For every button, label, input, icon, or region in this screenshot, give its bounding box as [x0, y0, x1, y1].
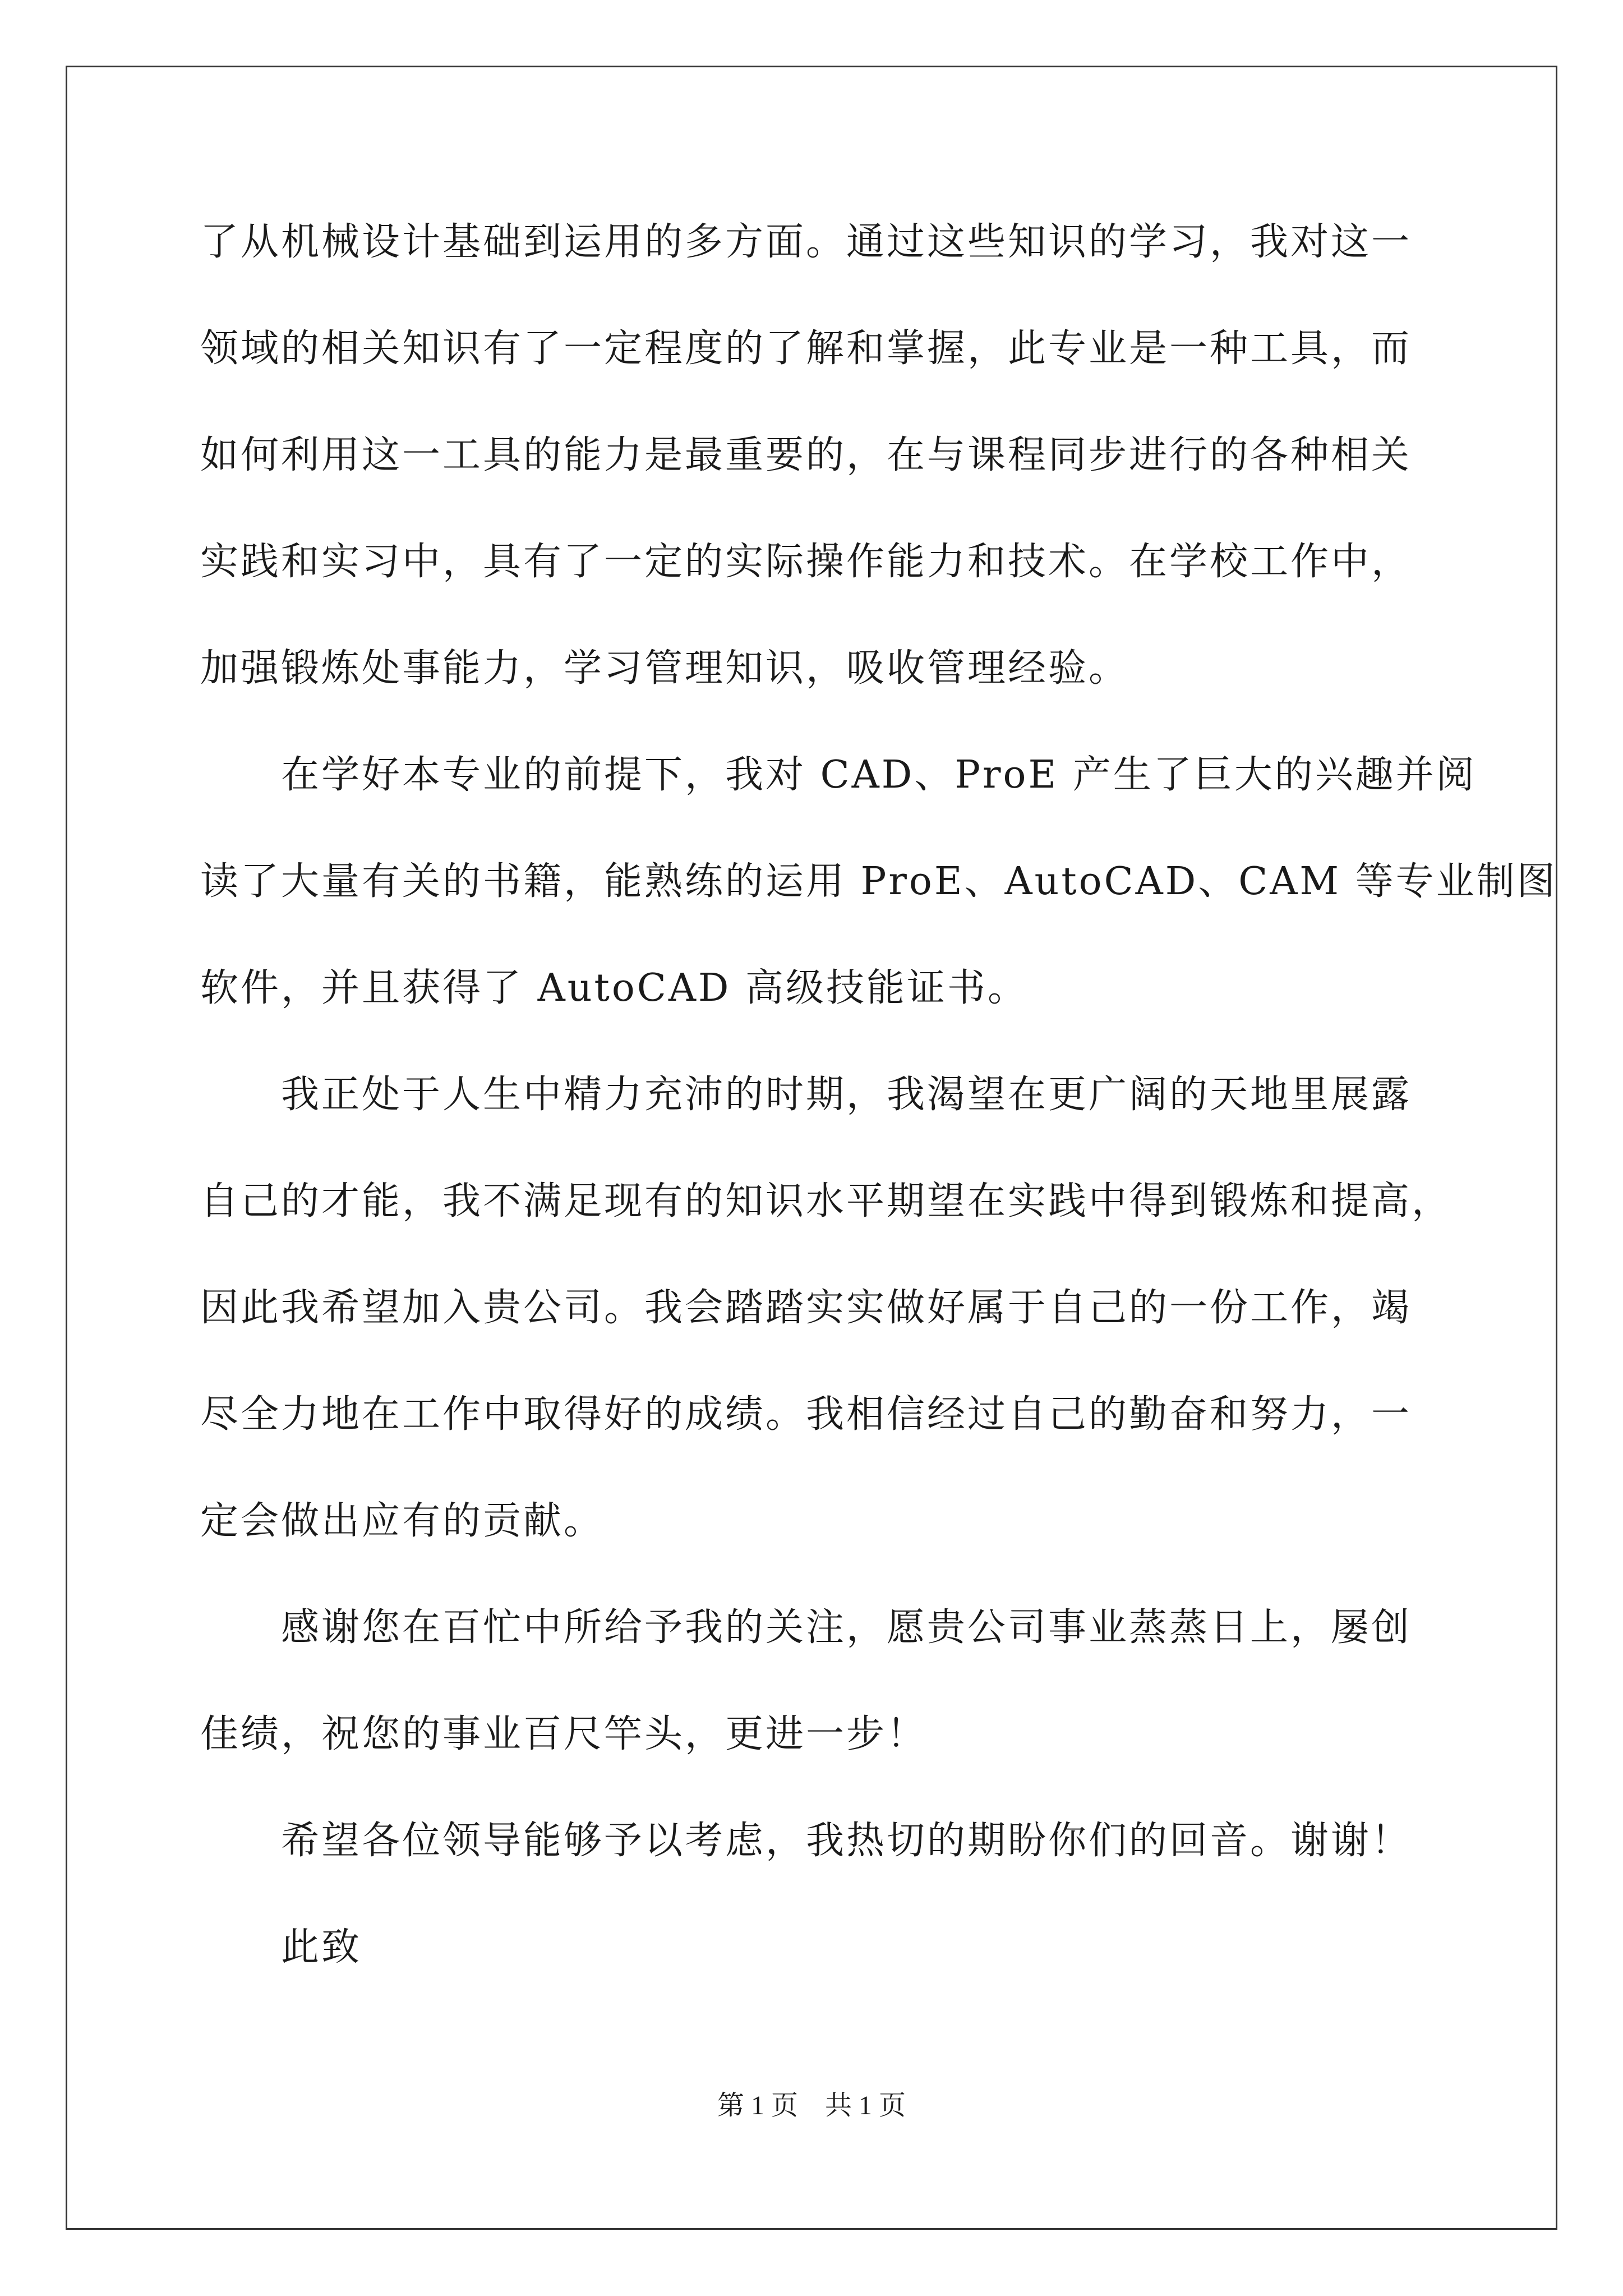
- page-number: 第 1 页: [717, 2091, 798, 2120]
- letter-body: [200, 209, 1557, 2021]
- text-line: 佳绩，祝您的事业百尺竿头，更进一步！: [200, 1712, 928, 1756]
- text-line: 读了大量有关的书籍，能熟练的运用 ProE、AutoCAD、CAM 等专业制图: [200, 859, 1557, 904]
- text-line: 软件，并且获得了 AutoCAD 高级技能证书。: [200, 966, 1029, 1010]
- text-line: 因此我希望加入贵公司。我会踏踏实实做好属于自己的一份工作，竭: [200, 1286, 1412, 1330]
- salutation-closing: 此致: [281, 1925, 362, 1970]
- text-line: 尽全力地在工作中取得好的成绩。我相信经过自己的勤奋和努力，一: [200, 1392, 1412, 1437]
- text-line: 定会做出应有的贡献。: [200, 1499, 605, 1543]
- paragraph-start-line: 希望各位领导能够予以考虑，我热切的期盼你们的回音。谢谢！: [281, 1819, 1412, 1863]
- text-line: 加强锻炼处事能力，学习管理知识，吸收管理经验。: [200, 646, 1129, 691]
- paragraph-start-line: 在学好本专业的前提下，我对 CAD、ProE 产生了巨大的兴趣并阅: [281, 753, 1477, 797]
- page-total: 共 1 页: [825, 2091, 906, 2120]
- paragraph-start-line: 感谢您在百忙中所给予我的关注，愿贵公司事业蒸蒸日上，屡创: [281, 1605, 1412, 1650]
- paragraph-start-line: 我正处于人生中精力充沛的时期，我渴望在更广阔的天地里展露: [281, 1073, 1412, 1117]
- page-footer: [0, 2089, 1623, 2123]
- text-line: 了从机械设计基础到运用的多方面。通过这些知识的学习，我对这一: [200, 220, 1412, 264]
- text-line: 实践和实习中，具有了一定的实际操作能力和技术。在学校工作中，: [200, 540, 1412, 584]
- text-line: 如何利用这一工具的能力是最重要的，在与课程同步进行的各种相关: [200, 433, 1412, 477]
- text-line: 领域的相关知识有了一定程度的了解和掌握，此专业是一种工具，而: [200, 326, 1412, 371]
- text-line: 自己的才能，我不满足现有的知识水平期望在实践中得到锻炼和提高，: [200, 1179, 1453, 1223]
